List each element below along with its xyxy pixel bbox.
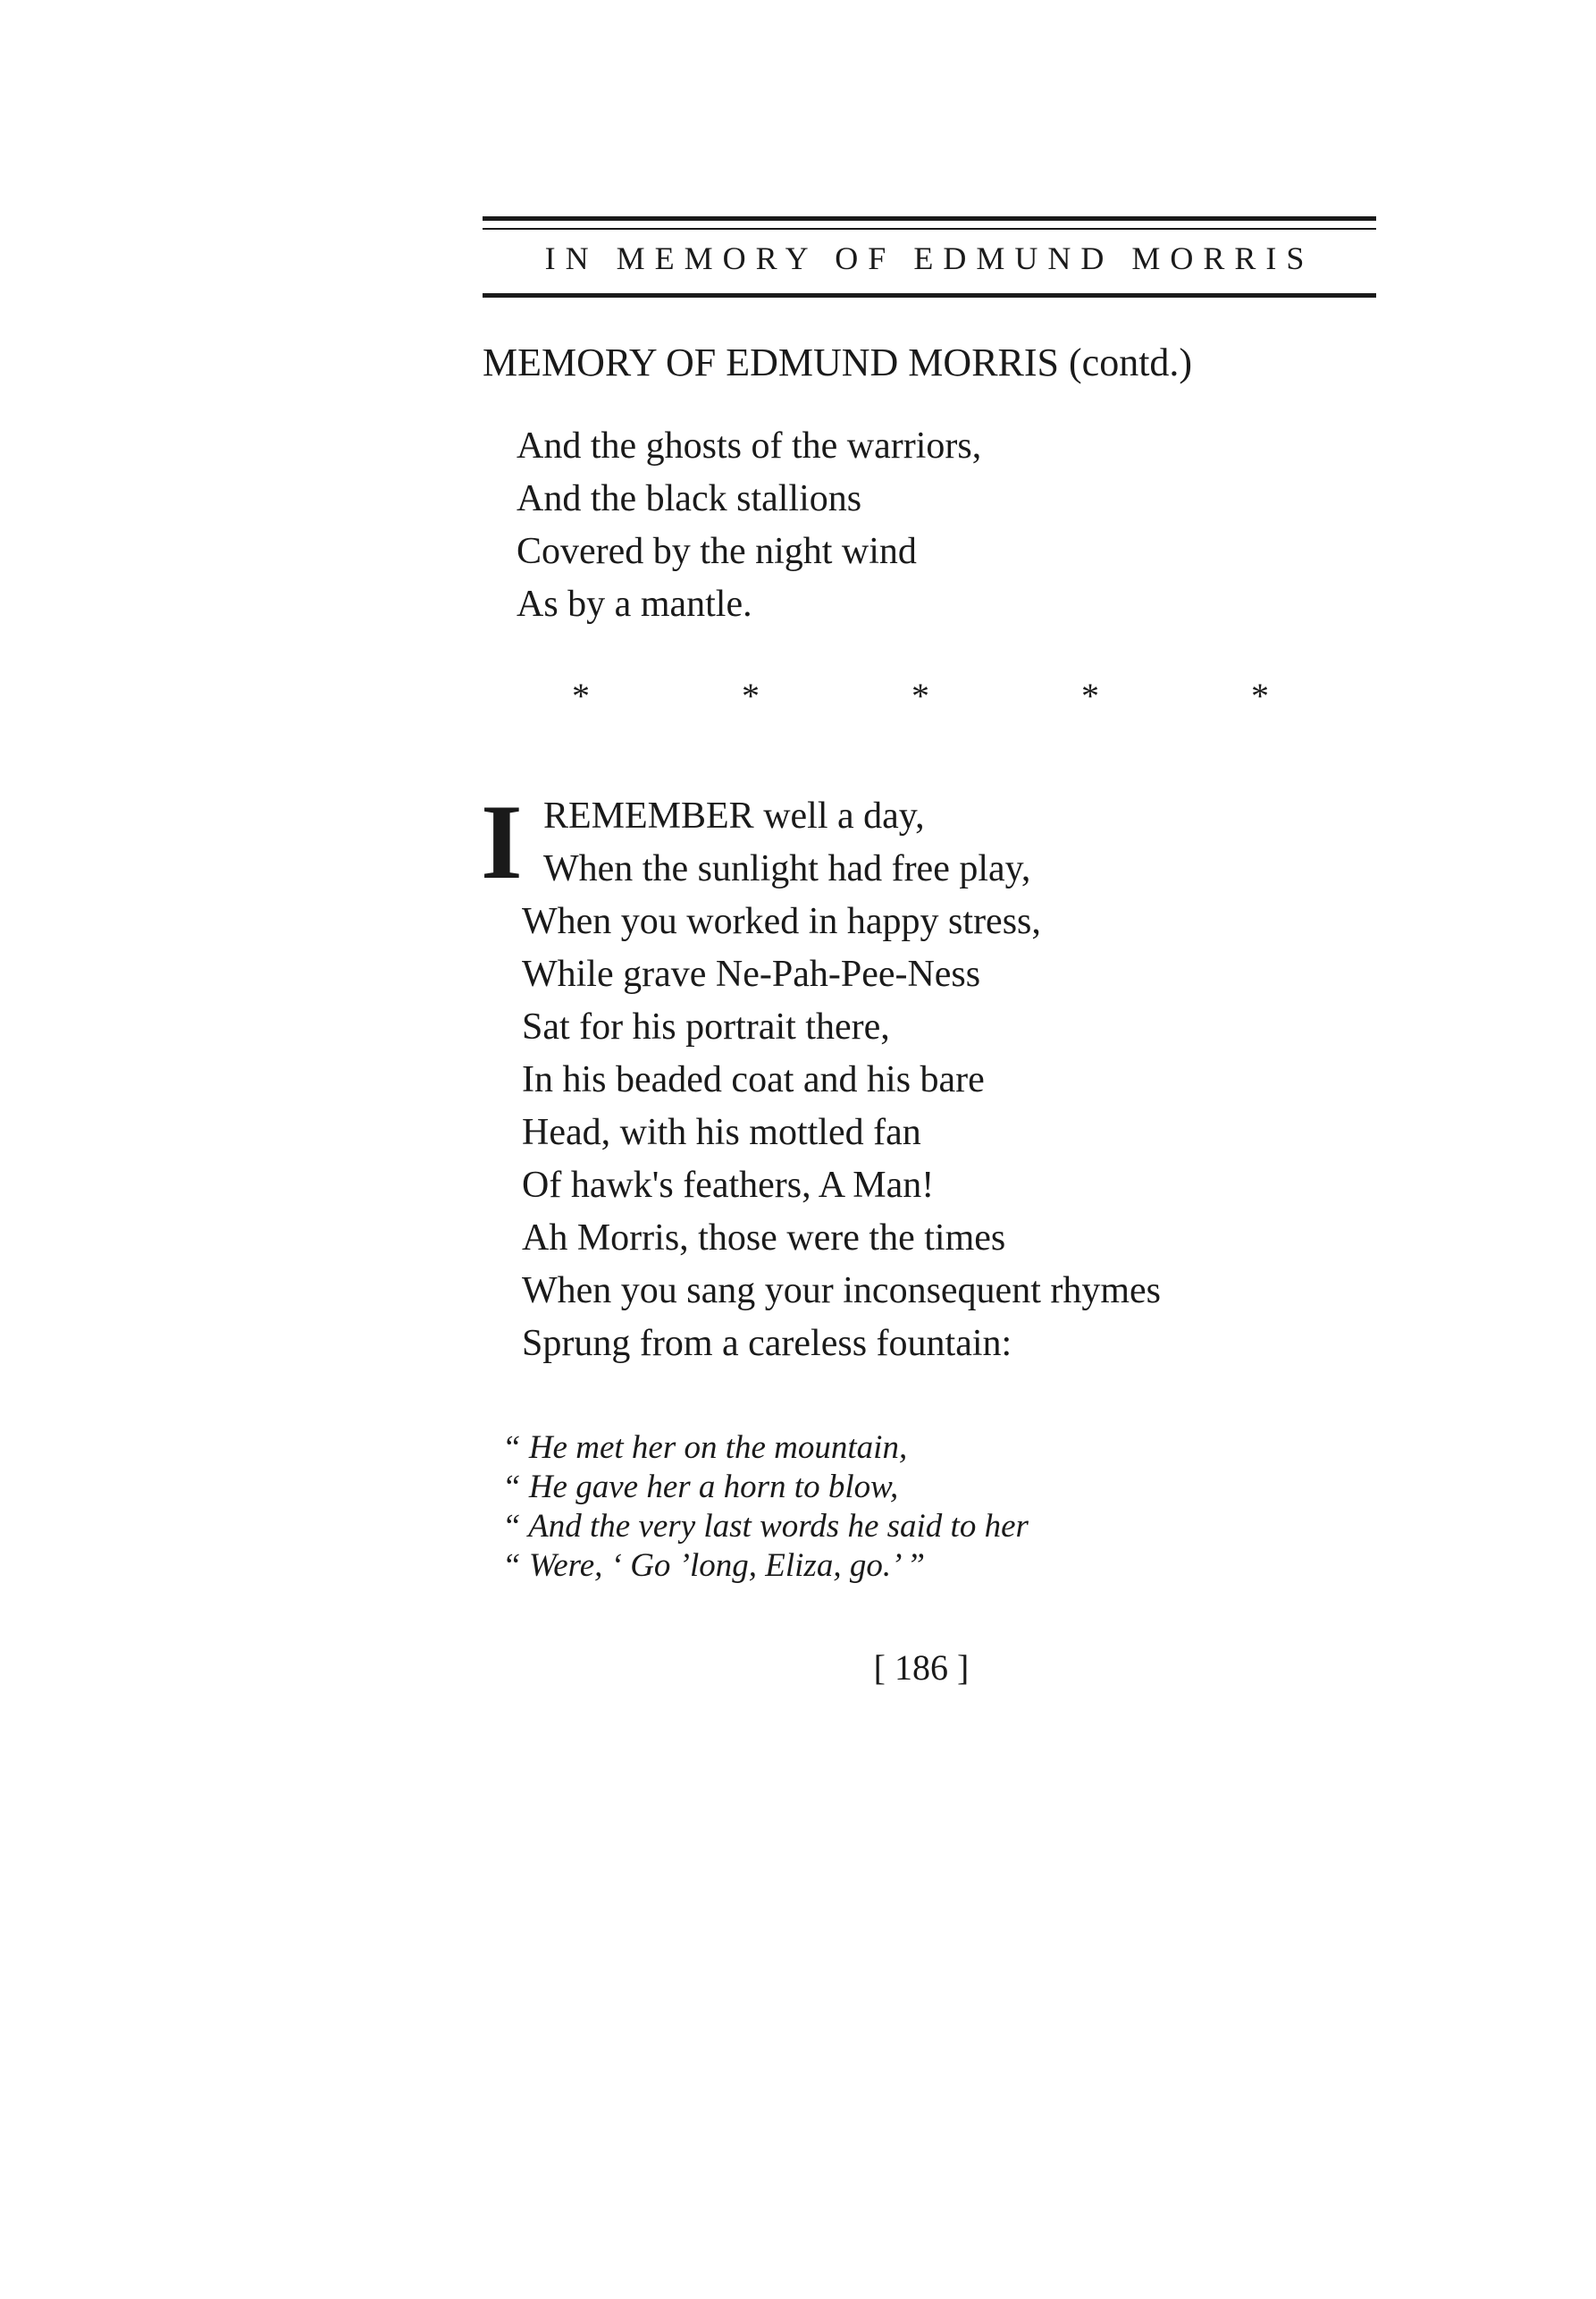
stanza-one [517, 420, 981, 631]
italic-quotation [502, 1428, 1029, 1586]
running-header: IN MEMORY OF EDMUND MORRIS [544, 240, 1315, 276]
poem-line: And the ghosts of the warriors, [517, 425, 982, 467]
poem-line: Covered by the night wind [517, 531, 917, 572]
poem-line: When the sunlight had free play, [543, 848, 1031, 889]
asterisk: * [911, 676, 929, 716]
asterisk: * [742, 676, 760, 716]
header-rule-bottom [483, 293, 1376, 298]
poem-line: When you worked in happy stress, [522, 901, 1041, 942]
poem-line: And the black stallions [517, 478, 862, 519]
poem-line: Ah Morris, those were the times [522, 1217, 1006, 1259]
quote-line: “ Were, ‘ Go ’long, Eliza, go.’ ” [502, 1547, 926, 1584]
stanza-two [522, 790, 1161, 1370]
poem-line: In his beaded coat and his bare [522, 1059, 985, 1100]
asterisk: * [1251, 676, 1269, 716]
header-rule-top [483, 216, 1376, 221]
quote-line: “ And the very last words he said to her [502, 1508, 1029, 1545]
header-rule-top-thin [483, 228, 1376, 230]
poem-line: Sprung from a careless fountain: [522, 1323, 1012, 1364]
quote-line: “ He met her on the mountain, [502, 1429, 908, 1466]
quote-line: “ He gave her a horn to blow, [502, 1469, 899, 1505]
page-number: [ 186 ] [873, 1647, 970, 1688]
asterisk: * [572, 676, 590, 716]
poem-line: Head, with his mottled fan [522, 1112, 921, 1153]
asterisk: * [1081, 676, 1099, 716]
poem-line: While grave Ne-Pah-Pee-Ness [522, 954, 981, 995]
drop-cap: I [481, 782, 523, 901]
section-break-asterism [572, 675, 1269, 717]
poem-line: Of hawk's feathers, A Man! [522, 1165, 935, 1206]
poem-line: REMEMBER well a day, [543, 796, 925, 837]
poem-line: Sat for his portrait there, [522, 1006, 890, 1048]
poem-line: When you sang your inconsequent rhymes [522, 1270, 1162, 1311]
section-title: MEMORY OF EDMUND MORRIS (contd.) [483, 341, 1193, 384]
poem-line: As by a mantle. [517, 584, 752, 625]
